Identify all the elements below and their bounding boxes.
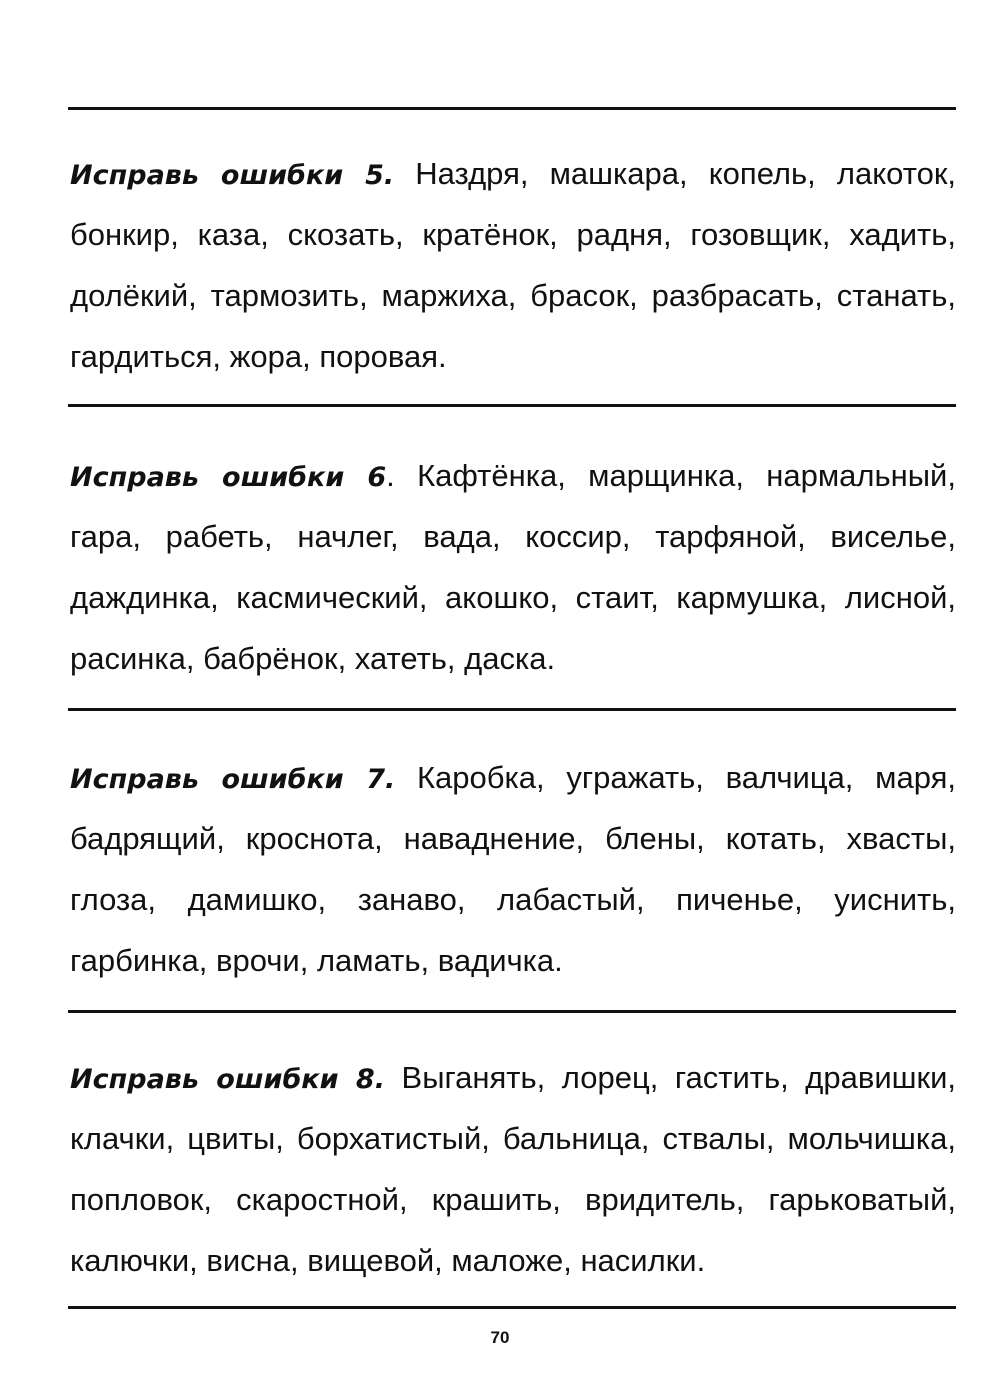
exercise-text: расинка, бабрёнок, хатеть, даска. <box>70 641 556 676</box>
divider-line <box>68 708 956 711</box>
exercise-first-line <box>70 445 956 506</box>
divider-line <box>68 404 956 407</box>
exercise-first-line <box>70 747 956 808</box>
exercise-text: клачки, цвиты, борхатистый, бальница, ствалы, мольчишка, <box>70 1121 956 1156</box>
exercise-heading: Исправь ошибки 7. <box>70 764 396 795</box>
exercise-text: гара, рабеть, начлег, вада, коссир, тарфяной, виселье, <box>70 519 956 554</box>
exercise-heading: Исправь ошибки 6 <box>70 462 387 493</box>
exercise-text: глоза, дамишко, занаво, лабастый, пиченье, уиснить, <box>70 882 956 917</box>
divider-line <box>68 1306 956 1309</box>
exercise-text: даждинка, касмический, акошко, стаит, кармушка, лисной, <box>70 580 956 615</box>
exercise-8 <box>70 1047 956 1291</box>
exercise-text: калючки, висна, вищевой, маложе, насилки. <box>70 1243 706 1278</box>
exercise-text: попловок, скаростной, крашить, вридитель, гарьковатый, <box>70 1182 956 1217</box>
exercise-first-line <box>70 143 956 204</box>
page-number: 70 <box>490 1328 510 1347</box>
divider-line <box>68 107 956 110</box>
exercise-5 <box>70 143 956 387</box>
exercise-7 <box>70 747 956 991</box>
exercise-text: гарбинка, врочи, ламать, вадичка. <box>70 943 563 978</box>
exercise-first-line <box>70 1047 956 1108</box>
exercise-text: гардиться, жора, поровая. <box>70 339 447 374</box>
exercise-text: . Кафтёнка, марщинка, нармальный, <box>386 458 956 493</box>
exercise-heading: Исправь ошибки 5. <box>70 160 395 191</box>
exercise-text: долёкий, тармозить, маржиха, брасок, разбрасать, станать, <box>70 278 956 313</box>
exercise-6 <box>70 445 956 689</box>
exercise-text: бонкир, каза, скозать, кратёнок, радня, гозовщик, хадить, <box>70 217 956 252</box>
divider-line <box>68 1010 956 1013</box>
exercise-heading: Исправь ошибки 8. <box>70 1064 385 1095</box>
exercise-text: Каробка, угражать, валчица, маря, <box>416 760 956 795</box>
exercise-text: Наздря, машкара, копель, лакоток, <box>415 156 956 191</box>
exercise-text: Выганять, лорец, гастить, дравишки, <box>401 1060 957 1095</box>
exercise-text: бадрящий, кроснота, наваднение, блены, котать, хвасты, <box>70 821 956 856</box>
